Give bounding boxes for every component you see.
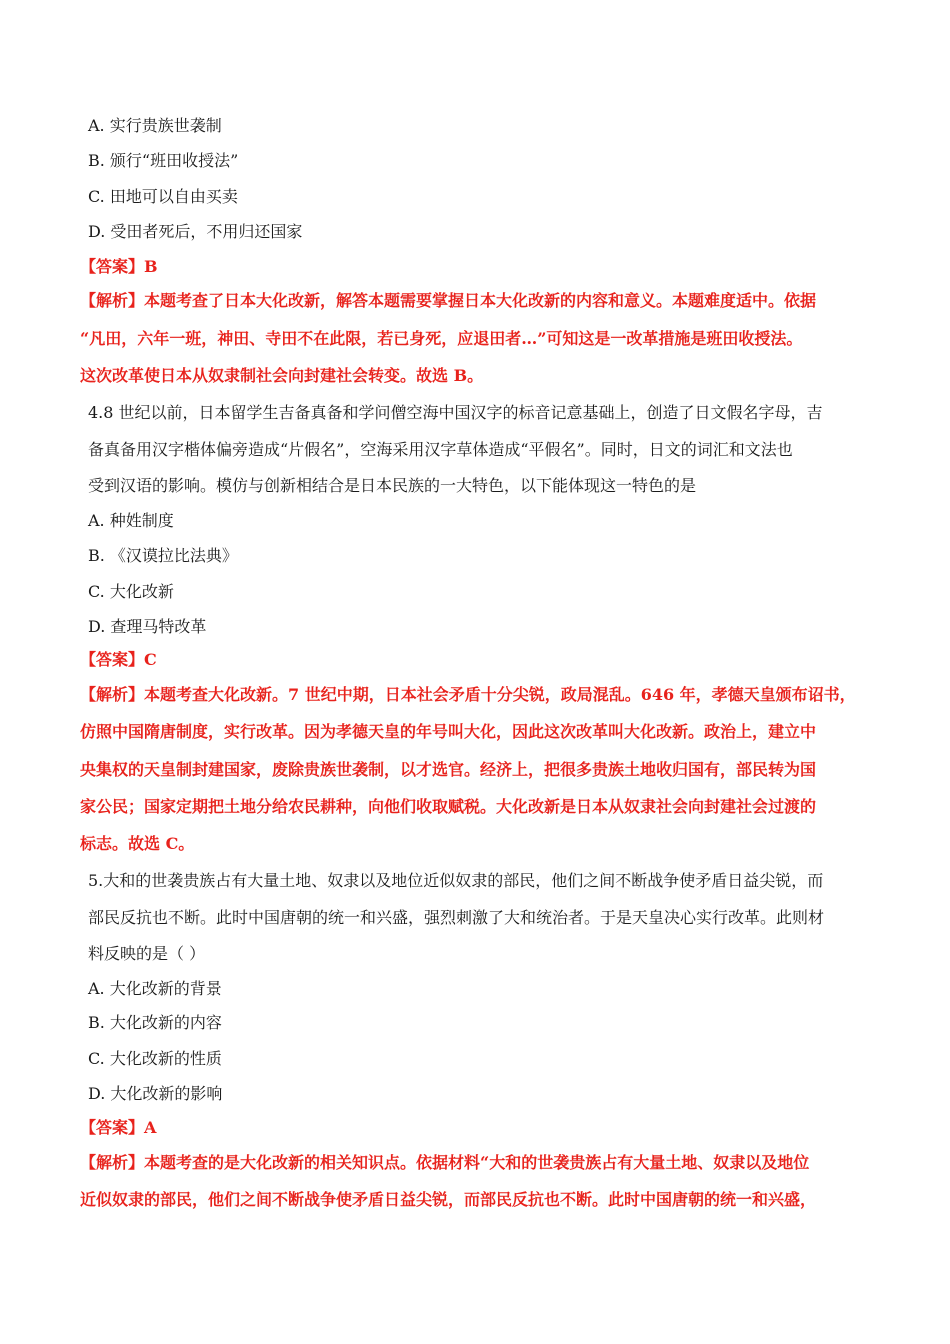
q3-analysis-line: 这次改革使日本从奴隶制社会向封建社会转变。故选 B。 xyxy=(80,366,484,385)
q4-answer: 【答案】C xyxy=(80,650,157,669)
q5-answer: 【答案】A xyxy=(80,1118,157,1137)
q4-stem-line: 4.8 世纪以前，日本留学生吉备真备和学问僧空海中国汉字的标音记意基础上，创造了日文假名字母，吉 xyxy=(88,403,823,422)
q4-option-c: C. 大化改新 xyxy=(88,582,174,601)
q5-analysis-line: 【解析】本题考查的是大化改新的相关知识点。依据材料“大和的世袭贵族占有大量土地、奴隶以及地位 xyxy=(80,1153,810,1172)
q5-option-b: B. 大化改新的内容 xyxy=(88,1013,222,1032)
q5-stem-line: 5.大和的世袭贵族占有大量土地、奴隶以及地位近似奴隶的部民，他们之间不断战争使矛盾日益尖锐，而 xyxy=(88,871,824,890)
q3-option-a: A. 实行贵族世袭制 xyxy=(88,116,222,135)
q3-option-b: B. 颁行“班田收授法” xyxy=(88,151,239,170)
q4-option-d: D. 查理马特改革 xyxy=(88,617,207,636)
q5-stem-line: 部民反抗也不断。此时中国唐朝的统一和兴盛，强烈刺激了大和统治者。于是天皇决心实行改革。此则材 xyxy=(88,908,825,927)
q4-analysis-line: 仿照中国隋唐制度，实行改革。因为孝德天皇的年号叫大化，因此这次改革叫大化改新。政治上，建立中 xyxy=(80,722,817,741)
q5-analysis-line: 近似奴隶的部民，他们之间不断战争使矛盾日益尖锐，而部民反抗也不断。此时中国唐朝的统一和兴盛， xyxy=(80,1190,817,1209)
q4-analysis-line: 【解析】本题考查大化改新。7 世纪中期，日本社会矛盾十分尖锐，政局混乱。646 年，孝德天皇颁布诏书， xyxy=(80,685,856,704)
q4-option-b: B. 《汉谟拉比法典》 xyxy=(88,546,238,565)
q5-option-d: D. 大化改新的影响 xyxy=(88,1084,223,1103)
q4-stem-line: 备真备用汉字楷体偏旁造成“片假名”，空海采用汉字草体造成“平假名”。同时，日文的词汇和文法也 xyxy=(88,440,793,459)
q4-analysis-line: 央集权的天皇制封建国家，废除贵族世袭制，以才选官。经济上，把很多贵族土地收归国有，部民转为国 xyxy=(80,760,817,779)
q4-stem-line: 受到汉语的影响。模仿与创新相结合是日本民族的一大特色，以下能体现这一特色的是 xyxy=(88,476,697,495)
q3-answer: 【答案】B xyxy=(80,257,158,276)
q5-stem-line: 料反映的是（ ） xyxy=(88,944,206,963)
q3-analysis-line: “凡田，六年一班，神田、寺田不在此限，若已身死，应退田者…”可知这是一改革措施是班田收授法。 xyxy=(80,329,803,348)
q3-analysis-line: 【解析】本题考查了日本大化改新，解答本题需要掌握日本大化改新的内容和意义。本题难度适中。依据 xyxy=(80,291,817,310)
q5-option-a: A. 大化改新的背景 xyxy=(88,979,222,998)
q4-option-a: A. 种姓制度 xyxy=(88,511,174,530)
q3-option-c: C. 田地可以自由买卖 xyxy=(88,187,238,206)
q5-option-c: C. 大化改新的性质 xyxy=(88,1049,222,1068)
q4-analysis-line: 标志。故选 C。 xyxy=(80,834,195,853)
q4-analysis-line: 家公民；国家定期把土地分给农民耕种，向他们收取赋税。大化改新是日本从奴隶社会向封建社会过渡的 xyxy=(80,797,817,816)
q3-option-d: D. 受田者死后，不用归还国家 xyxy=(88,222,303,241)
